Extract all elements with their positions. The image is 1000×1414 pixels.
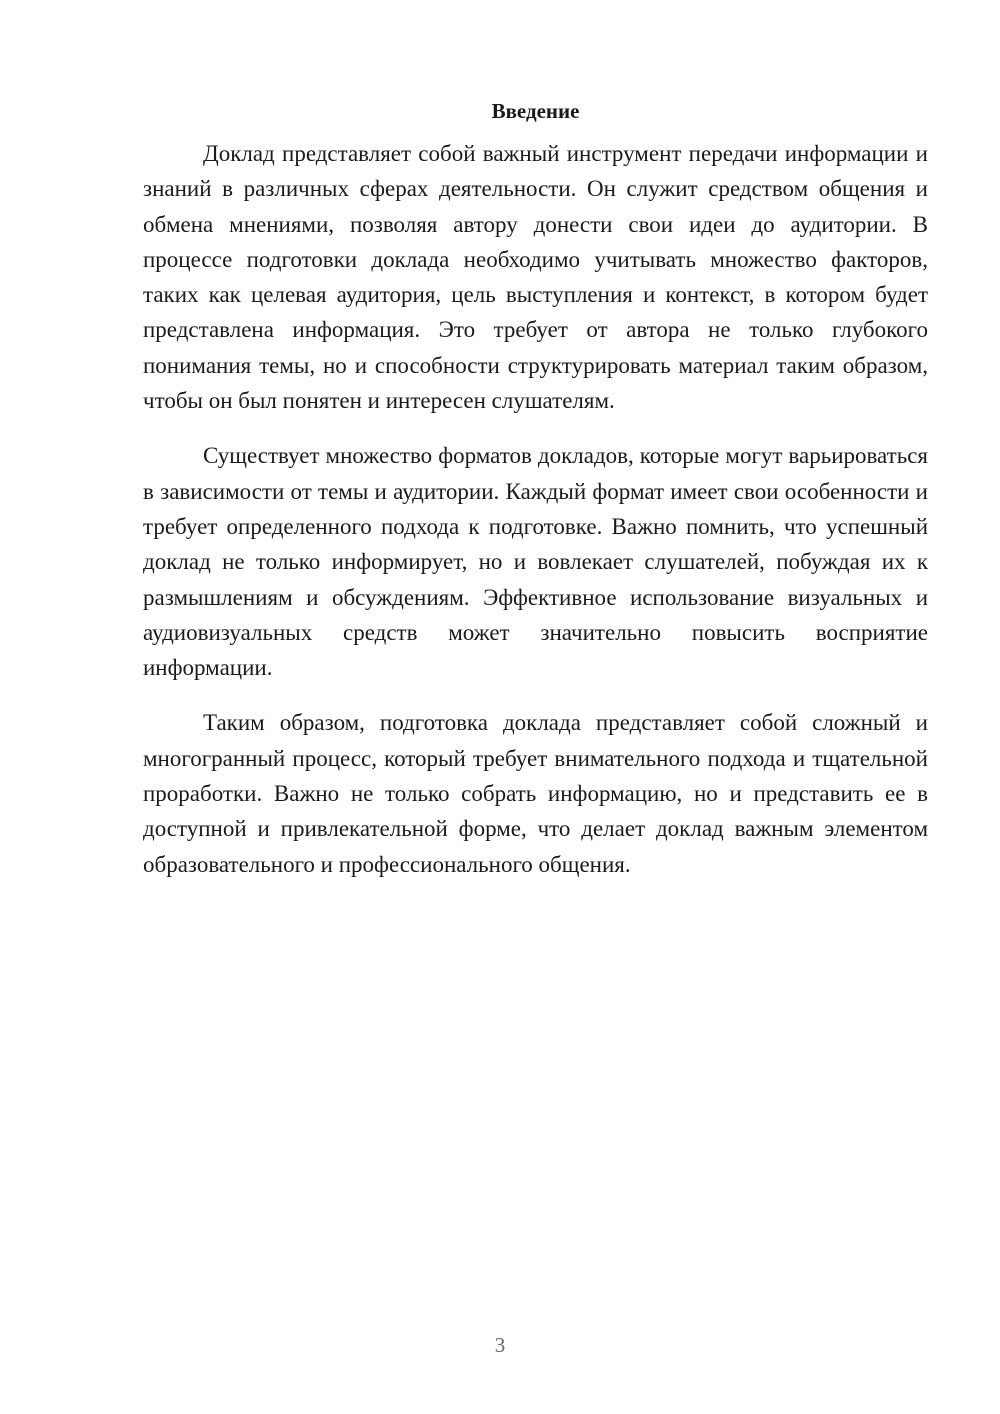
paragraph-1: Доклад представляет собой важный инструмент передачи информации и знаний в различных сферах деятельности. Он служит средством общения и обмена мнениями, позволяя автору донести свои идеи до аудитории. В процессе подготовки доклада необходимо учитывать множество факторов, таких как целевая аудитория, цель выступления и контекст, в котором будет представлена информация. Это требует от автора не только глубокого понимания темы, но и способности структурировать материал таким образом, чтобы он был понятен и интересен слушателям.	[143, 141, 928, 414]
paragraph-2: Существует множество форматов докладов, которые могут варьироваться в зависимости от темы и аудитории. Каждый формат имеет свои особенности и требует определенного подхода к подготовке. Важно помнить, что успешный доклад не только информирует, но и вовлекает слушателей, побуждая их к размышлениям и обсуждениям. Эффективное использование визуальных и аудиовизуальных средств может значительно повысить восприятие информации.	[143, 443, 928, 681]
page-number: 3	[494, 1333, 506, 1357]
page-content	[143, 96, 928, 902]
paragraph-3: Таким образом, подготовка доклада представляет собой сложный и многогранный процесс, который требует внимательного подхода и тщательной проработки. Важно не только собрать информацию, но и представить ее в доступной и привлекательной форме, что делает доклад важным элементом образовательного и профессионального общения.	[143, 710, 928, 877]
section-heading: Введение	[491, 99, 580, 123]
